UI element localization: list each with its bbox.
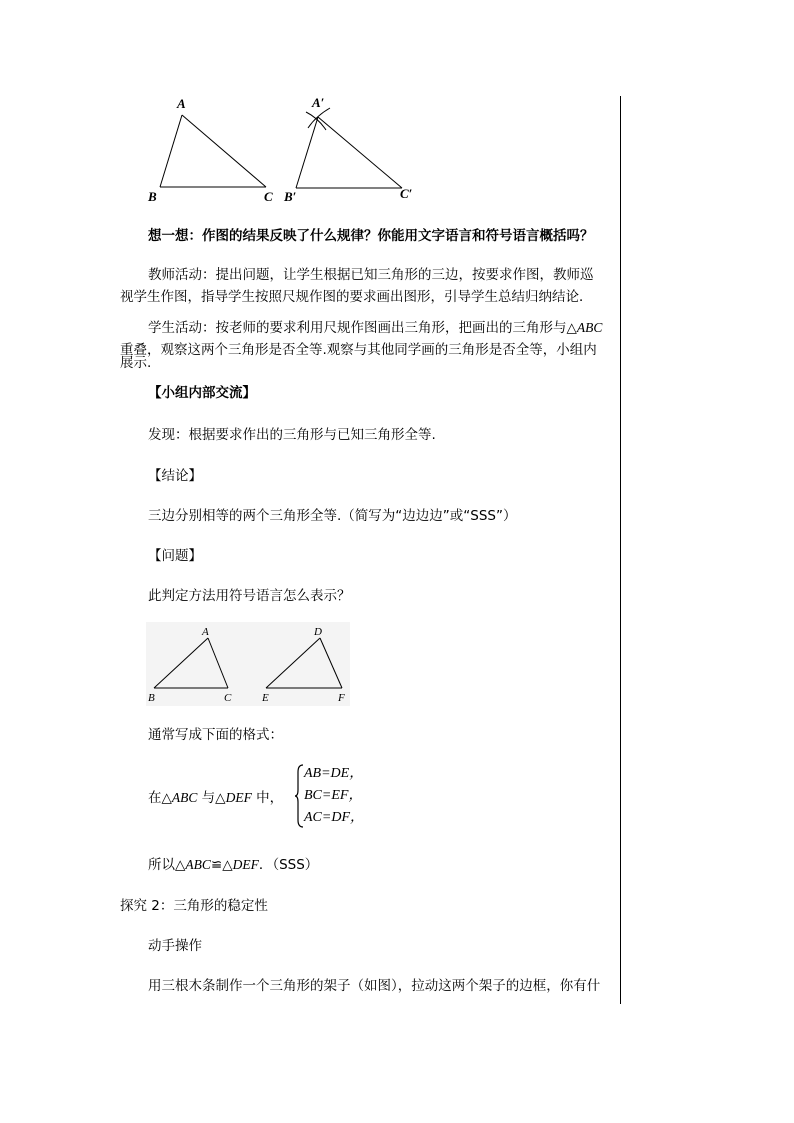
- condition-bc-ef: BC=EF，: [304, 788, 363, 803]
- student-activity-line3: 展示.: [120, 355, 152, 371]
- triangle-abc: [147, 96, 273, 204]
- discovery-text: 发现：根据要求作出的三角形与已知三角形全等.: [148, 427, 436, 443]
- teacher-activity-line2: 视学生作图，指导学生按照尺规作图的要求画出图形，引导学生总结归纳结论．: [120, 289, 593, 305]
- vertex-label-c: C: [264, 189, 273, 204]
- group-exchange-heading: 【小组内部交流】: [148, 385, 256, 401]
- condition-ac-df: AC=DF，: [304, 810, 364, 825]
- therefore-line: [148, 855, 318, 875]
- vertex-label-f: F: [338, 692, 345, 704]
- student-activity-text: 学生活动：按老师的要求利用尺规作图画出三角形，把画出的三角形与△: [148, 320, 577, 336]
- think-prompt: 想一想：作图的结果反映了什么规律？你能用文字语言和符号语言概括吗？: [148, 228, 594, 244]
- vertex-label-b: B: [148, 692, 155, 704]
- question-heading: 【问题】: [148, 548, 202, 564]
- proof-text: 中，: [251, 790, 284, 806]
- triangle-name-def: DEF: [225, 790, 252, 805]
- teacher-activity-line1: 教师活动：提出问题，让学生根据已知三角形的三边，按要求作图，教师巡: [148, 267, 594, 283]
- vertex-label-b-prime: B′: [284, 189, 297, 204]
- format-intro: 通常写成下面的格式：: [148, 727, 283, 743]
- student-activity-line2: 重叠，观察这两个三角形是否全等.观察与其他同学画的三角形是否全等，小组内: [120, 342, 597, 358]
- proof-condition-line: [148, 788, 283, 808]
- triangles-abc-def-figure: [146, 622, 350, 706]
- vertex-label-a: A: [177, 96, 186, 111]
- triangle-name-abc: ABC: [185, 857, 211, 872]
- congruent-symbol: ≌△: [210, 857, 233, 873]
- condition-ab-de: AB=DE，: [304, 766, 364, 781]
- vertex-label-d: D: [314, 626, 322, 638]
- therefore-text: 所以△: [148, 857, 186, 873]
- vertex-label-c-prime: C′: [400, 186, 413, 201]
- conclusion-text: 三边分别相等的两个三角形全等.（简写为“边边边”或“SSS”）: [148, 508, 517, 524]
- student-activity-line1: [148, 318, 602, 338]
- vertex-label-c: C: [224, 692, 232, 704]
- triangle-name-abc: ABC: [171, 790, 198, 805]
- proof-text: 在△: [148, 790, 172, 806]
- vertex-label-a-prime: A′: [312, 95, 325, 110]
- vertex-label-b: B: [148, 189, 157, 204]
- triangle-name-abc: ABC: [576, 320, 603, 335]
- triangle-a-prime-b-prime-c-prime: [283, 95, 413, 204]
- vertex-label-a: A: [202, 626, 209, 638]
- therefore-text: ．（SSS）: [258, 857, 319, 873]
- triangle-name-def: DEF: [232, 857, 259, 872]
- left-brace: [294, 764, 304, 828]
- vertex-label-e: E: [262, 692, 269, 704]
- question-text: 此判定方法用符号语言怎么表示？: [148, 588, 351, 604]
- conclusion-heading: 【结论】: [148, 468, 202, 484]
- right-margin-rule: [620, 96, 621, 1004]
- proof-text: 与△: [197, 790, 226, 806]
- construction-figure: [140, 90, 430, 210]
- explore-2-heading: 探究 2：三角形的稳定性: [120, 898, 268, 914]
- hands-on-heading: 动手操作: [148, 938, 202, 954]
- activity-instruction: 用三根木条制作一个三角形的架子（如图），拉动这两个架子的边框，你有什: [148, 978, 601, 994]
